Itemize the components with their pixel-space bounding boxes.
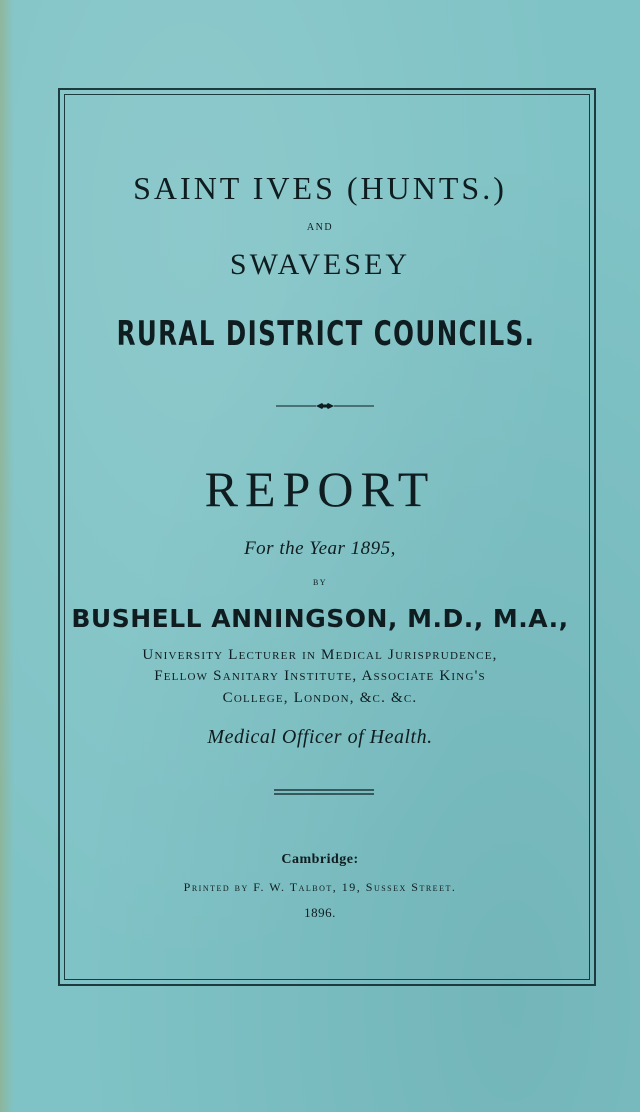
author-credential-line: University Lecturer in Medical Jurisprudence, [142,647,498,663]
author-credential-line: College, London, &c. &c. [222,690,418,706]
report-heading: REPORT [204,461,436,517]
printed-year: 1896. [304,905,336,920]
report-year: For the Year 1895, [244,538,396,559]
imprint-city: Cambridge: [281,852,359,867]
title-line-1: SAINT IVES (HUNTS.) [133,170,507,206]
title-line-2: SWAVESEY [229,248,411,281]
double-rule-divider-icon [274,788,374,796]
byline-label: BY [312,578,328,587]
title-line-3: RURAL DISTRICT COUNCILS. [116,314,536,354]
author-credential-line: Fellow Sanitary Institute, Associate King's [154,668,486,684]
printer-line: Printed by F. W. Talbot, 19, Sussex Street. [183,880,457,894]
author-name: BUSHELL ANNINGSON, M.D., M.A., [71,604,569,633]
title-conjunction: AND [306,222,334,233]
ornament-divider-icon [276,400,374,412]
author-office: Medical Officer of Health. [207,726,433,748]
